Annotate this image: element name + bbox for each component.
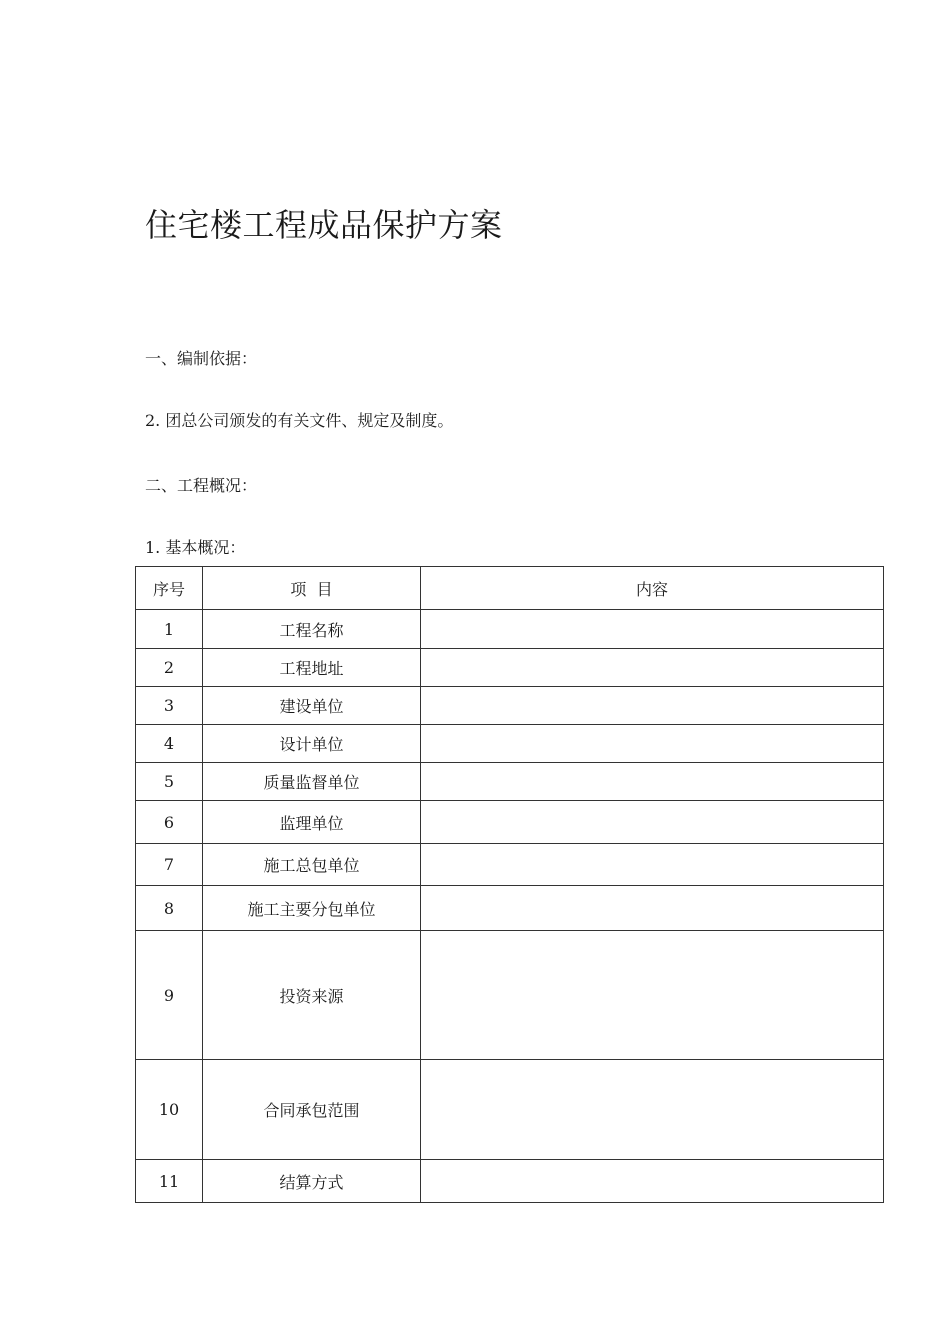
row-no: 10 — [136, 1060, 203, 1160]
row-item: 监理单位 — [203, 801, 421, 844]
header-item: 项 目 — [203, 567, 421, 610]
table-row — [136, 1160, 884, 1203]
row-item: 质量监督单位 — [203, 763, 421, 801]
section-heading-overview: 二、工程概况： — [145, 476, 258, 495]
row-content — [421, 1060, 884, 1160]
row-no: 6 — [136, 801, 203, 844]
row-item: 工程地址 — [203, 649, 421, 687]
row-no: 8 — [136, 886, 203, 931]
table-row — [136, 725, 884, 763]
row-content — [421, 931, 884, 1060]
table-row — [136, 763, 884, 801]
table-row — [136, 610, 884, 649]
row-no: 5 — [136, 763, 203, 801]
document-title: 住宅楼工程成品保护方案 — [145, 206, 503, 244]
row-item: 投资来源 — [203, 931, 421, 1060]
project-info-table — [135, 566, 884, 1203]
row-item: 建设单位 — [203, 687, 421, 725]
row-no: 9 — [136, 931, 203, 1060]
row-content — [421, 801, 884, 844]
row-no: 4 — [136, 725, 203, 763]
row-no: 3 — [136, 687, 203, 725]
row-item: 工程名称 — [203, 610, 421, 649]
table-row — [136, 649, 884, 687]
row-content — [421, 763, 884, 801]
row-no: 2 — [136, 649, 203, 687]
row-content — [421, 687, 884, 725]
table-row — [136, 931, 884, 1060]
row-content — [421, 1160, 884, 1203]
table-header-row — [136, 567, 884, 610]
table-row — [136, 801, 884, 844]
table-row — [136, 1060, 884, 1160]
row-item: 设计单位 — [203, 725, 421, 763]
row-content — [421, 649, 884, 687]
row-content — [421, 725, 884, 763]
table-row — [136, 886, 884, 931]
row-item: 施工总包单位 — [203, 844, 421, 886]
overview-item-1: 1. 基本概况： — [145, 538, 246, 557]
row-item: 结算方式 — [203, 1160, 421, 1203]
section-heading-basis: 一、编制依据： — [145, 349, 258, 368]
row-content — [421, 886, 884, 931]
table-row — [136, 844, 884, 886]
row-no: 11 — [136, 1160, 203, 1203]
basis-item-2: 2. 团总公司颁发的有关文件、规定及制度。 — [145, 411, 454, 430]
row-item: 施工主要分包单位 — [203, 886, 421, 931]
header-no: 序号 — [136, 567, 203, 610]
header-content: 内容 — [421, 567, 884, 610]
row-content — [421, 610, 884, 649]
row-no: 1 — [136, 610, 203, 649]
row-item: 合同承包范围 — [203, 1060, 421, 1160]
table-row — [136, 687, 884, 725]
row-content — [421, 844, 884, 886]
row-no: 7 — [136, 844, 203, 886]
